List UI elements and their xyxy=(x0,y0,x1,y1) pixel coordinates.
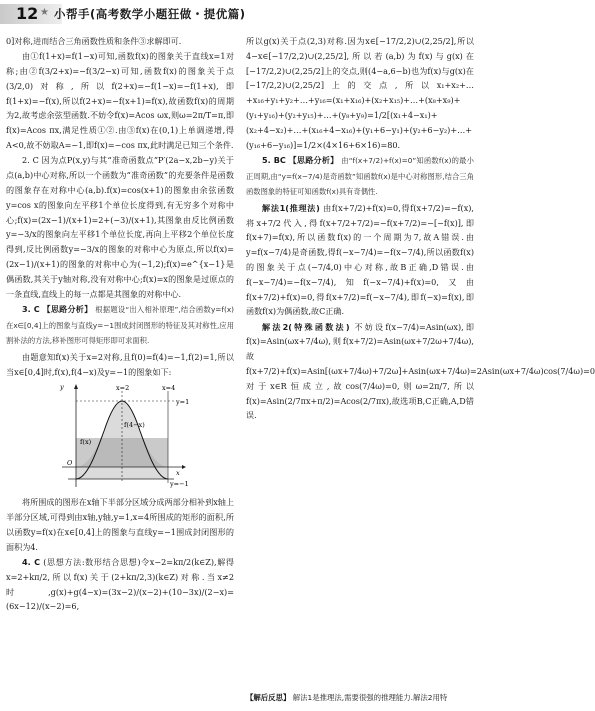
question-3-body: 由题意知f(x)关于x=2对称,且f(0)=f(4)=−1,f(2)=1,所以当x∈[0,4]时,f(x),f(4−x)及y=−1的图象如下: xyxy=(6,351,234,377)
left-column xyxy=(6,34,234,615)
label-y1: y=1 xyxy=(176,398,190,407)
question-3-analysis xyxy=(6,302,234,349)
question-2-answer: 2. C 因为点P(x,y)与其“准奇函数点”P′(2a−x,2b−y)关于点(a,b)中心对称,所以一个函数为“准奇函数”的充要条件是函数的图象存在对称中心(a,b).f(x)=cos(x+1)的图象由余弦函数y=cos x的图象向左平移1个单位长度得到,有无穷多个对称中心;f(x)=(2x−1)/(x+1)=2+(−3)/(x+1),其图象由反比例函数y=−3/x的图象向左平移1个单位长度,再向上平移2个单位长度得到,反比例函数y=−3/x的图象的对称中心为原点,所以f(x)=(2x−1)/(x+1)的图象的对称中心为(−1,2);f(x)=e^{x−1}是偶函数,其关于y轴对称,没有对称中心;f(x)=x的图象是过原点的一条直线,直线上的每一点都是其图象的对称中心. xyxy=(6,155,234,299)
analysis-tag: 【思路分析】 xyxy=(42,303,93,314)
label-x2: x=2 xyxy=(116,384,130,393)
label-ym1: y=−1 xyxy=(170,480,189,489)
question-3-conclusion: 将所围成的图形在x轴下半部分区域分成两部分相补到x轴上半部分区域,可得到由x轴,y轴,y=1,x=4所围成的矩形的面积,所以函数y=f(x)在x∈[0,4]上的图象与直线y=−1围成封闭图形的面积为4. xyxy=(6,497,234,552)
analysis-text: 根据题设“出入相补原理”,结合函数y=f(x)在x∈[0,4]上的图象与直线y=−1围成封闭图形的特征及其对称性,应用割补法的方法,移补图形可得矩形即可求面积. xyxy=(6,304,234,346)
paragraph: 所以g(x)关于点(2,3)对称.因为x∈[−17/2,2)∪(2,25/2],所以4−x∈[−17/2,2)∪(2,25/2],所以若(a,b)为f(x)与g(x)在[−17/2,2)∪(2,25/2]上的交点,则(4−a,6−b)也为f(x)与g(x)在[−17/2,2)∪(2,25/2]上的交点,所以x₁+x₂+…+x₁₆+y₁+y₂+…+y₁₆=(x₁+x₁₆)+(x₂+x₁₅)+…+(x₈+x₉)+(y₁+y₁₆)+(y₂+y₁₅)+…+(y₈+y₉)=1/2[(x₁+4−x₁)+(x₂+4−x₂)+…+(x₁₆+4−x₁₆)+(y₁+6−y₁)+(y₂+6−y₂)+…+(y₁₆+6−y₁₆)]=1/2×(4×16+6×16)=80. xyxy=(246,36,474,150)
page-header xyxy=(0,0,480,30)
book-title: 小帮手(高考数学小题狂做・提优篇) xyxy=(54,7,246,21)
question-4-answer xyxy=(6,555,234,614)
label-f4x: f(4−x) xyxy=(124,421,145,430)
paragraph: 0]对称,进而结合三角函数性质和条件③求解即可. xyxy=(6,36,182,46)
label-x: x xyxy=(176,469,180,478)
reflection-note xyxy=(246,692,474,704)
star-icon: ★ xyxy=(40,7,49,18)
page-number: 12 xyxy=(16,4,39,23)
function-graph-figure xyxy=(6,383,234,491)
label-fx: f(x) xyxy=(80,438,92,447)
question-3-head: 3. C xyxy=(22,303,40,314)
graph-svg xyxy=(58,383,188,489)
reflection-tag: 【解后反思】 xyxy=(246,693,291,702)
question-5-analysis xyxy=(246,153,474,200)
y-axis-arrow xyxy=(74,384,78,389)
solution-2 xyxy=(246,320,595,424)
reflection-text: 解法1是推理法,需要很强的推理能力.解法2用特 xyxy=(292,693,448,702)
right-column xyxy=(246,34,595,424)
analysis-tag: 【思路分析】 xyxy=(288,154,339,165)
solution-1-text: 由f(x+7/2)+f(x)=0,得f(x+7/2)=−f(x),将x+7/2代入,得f(x+7/2+7/2)=−f(x+7/2)=−[−f(x)],即f(x+7)=f(x),所以函数f(x)的一个周期为7,故A错误.由y=f(x−7/4)是奇函数,得f(−x−7/4)=−f(x−7/4),所以函数f(x)的图象关于点(−7/4,0)中心对称,故B正确,D错误.由f(−x−7/4)=−f(x−7/4),知f(−x−7/4)+f(x)=0,又由f(x+7/2)+f(x)=0,得f(x+7/2)=f(−x−7/4),即f(−x)=f(x),即函数f(x)为偶函数,故C正确. xyxy=(246,202,474,317)
question-5-head: 5. BC xyxy=(262,154,286,165)
label-y: y xyxy=(60,383,64,392)
question-4-head: 4. C xyxy=(22,557,41,568)
solution-1-title: 解法1(推理法) xyxy=(262,202,320,213)
label-x4: x=4 xyxy=(162,384,176,393)
question-4-text: (思想方法:数形结合思想)令x−2=kπ/2(k∈Z),解得x=2+kπ/2,所以f(x)关于(2+kπ/2,3)(k∈Z)对称.当x≠2时,g(x)+g(4−x)=(3x−2)/(x−2)+(10−3x)/(2−x)=(6x−12)/(x−2)=6, xyxy=(6,557,234,612)
solution-1 xyxy=(246,201,474,319)
label-origin: O xyxy=(67,459,73,468)
analysis-text: 由“f(x+7/2)+f(x)=0”知函数f(x)的最小正周期,由“y=f(x−7/4)是奇函数”知函数f(x)是中心对称图形,结合三角函数图象的特征可知函数f(x)具有奇偶性. xyxy=(246,155,474,197)
solution-2-title: 解法2(特殊函数法) xyxy=(262,321,350,332)
solution-2-text: 不妨设f(x−7/4)=Asin(ωx),即f(x)=Asin(ωx+7/4ω),则f(x+7/2)=Asin(ωx+7/2ω+7/4ω),故f(x+7/2)+f(x)=Asin[(ωx+7/4ω)+7/2ω]+Asin(ωx+7/4ω)=2Asin(ωx+7/4ω)cos(7/4ω)=0对于x∈R恒成立,故cos(7/4ω)=0,则ω=2π/7,所以f(x)=Asin(2/7πx+π/2)=Acos(2/7πx),故选项B,C正确,A,D错误. xyxy=(246,321,595,421)
paragraph: 由①f(1+x)=f(1−x)可知,函数f(x)的图象关于直线x=1对称;由②f(3/2+x)=−f(3/2−x)可知,函数f(x)的图象关于点(3/2,0)对称,所以f(2+x)=−f(1−x)=−f(1+x),即f(1+x)=−f(x),所以f(2+x)=−f(x+1)=f(x),故函数f(x)的周期为2,故考虑余弦型函数.不妨令f(x)=Acos ωx,则ω=2π/T=π,即f(x)=Acos πx,满足性质①②.由③f(x)在(0,1)上单调递增,得A<0,故不妨取A=−1,即f(x)=−cos πx,此时满足已知三个条件. xyxy=(6,51,234,151)
x-axis-arrow xyxy=(182,465,186,469)
